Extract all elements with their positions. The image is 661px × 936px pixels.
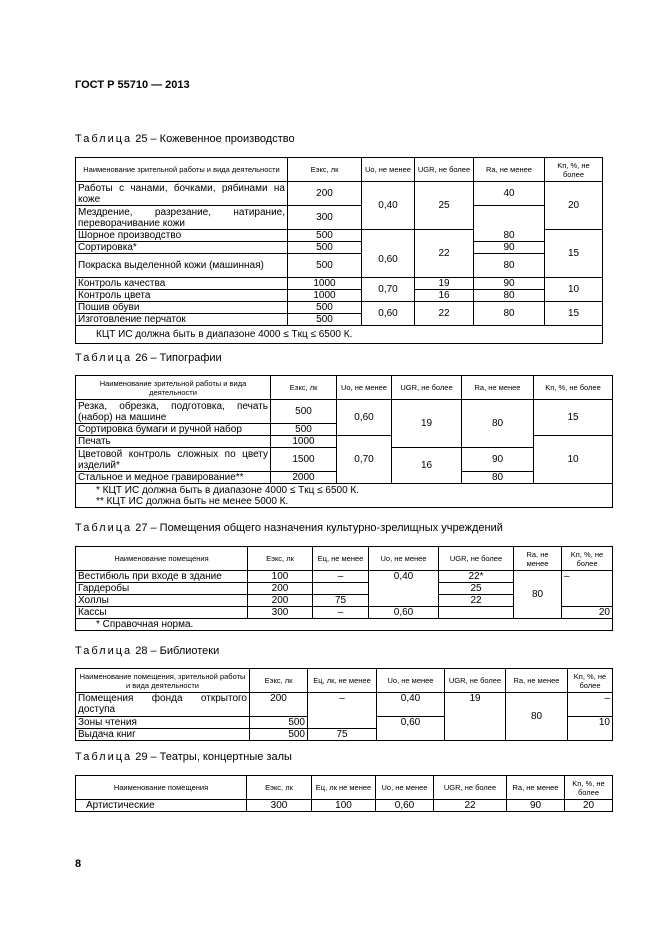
- table-25: [75, 157, 603, 344]
- table-26: [75, 375, 613, 508]
- table-header-row: [76, 669, 613, 693]
- cell-ugr: 22*: [439, 571, 514, 583]
- cell-ec: –: [313, 607, 369, 619]
- table-row: [76, 278, 603, 290]
- cell-e: 500: [271, 424, 337, 436]
- table-26-caption: [75, 352, 222, 364]
- col-header: Uo, не менее: [377, 669, 445, 693]
- caption-word: Таблица: [75, 133, 133, 145]
- cell-e: 500: [288, 254, 362, 278]
- col-header: Uo, не менее: [337, 376, 392, 400]
- cell-name: Артистические: [76, 800, 247, 812]
- table-29: [75, 775, 613, 812]
- table-25-caption: [75, 133, 295, 145]
- table-note-row: [76, 619, 613, 631]
- col-header: Ra, не менее: [462, 376, 534, 400]
- col-header: Kп, %, не более: [565, 776, 613, 800]
- table-row: [76, 290, 603, 302]
- table-notes: [76, 484, 613, 508]
- table-note-row: [76, 484, 613, 508]
- cell-ra: 80: [474, 254, 545, 278]
- cell-name: Печать: [76, 436, 271, 448]
- document-header: ГОСТ Р 55710 — 2013: [75, 79, 190, 91]
- cell-name: Покраска выделенной кожи (машинная): [76, 254, 288, 278]
- cell-kp: 10: [534, 436, 613, 484]
- col-header: Eц, лк, не менее: [308, 669, 377, 693]
- cell-e: 300: [248, 607, 313, 619]
- caption-word: Таблица: [75, 645, 133, 657]
- col-header: Eц, не менее: [313, 547, 369, 571]
- caption-word: Таблица: [75, 352, 133, 364]
- table-note-row: [76, 326, 603, 344]
- cell-uo: 0,40: [362, 182, 415, 230]
- cell-name: Стальное и медное гравирование**: [76, 472, 271, 484]
- cell-uo: 0,60: [377, 717, 445, 741]
- col-header: Ra, не менее: [474, 158, 545, 182]
- cell-ra: 80: [474, 302, 545, 326]
- cell-ec: [313, 583, 369, 595]
- table-header-row: [76, 158, 603, 182]
- col-header: UGR, не более: [392, 376, 462, 400]
- cell-ec: 75: [308, 729, 377, 741]
- cell-name: Сортировка бумаги и ручной набор: [76, 424, 271, 436]
- cell-ugr: 19: [445, 693, 506, 741]
- col-header: Наименование помещения: [76, 547, 248, 571]
- cell-name: Выдача книг: [76, 729, 250, 741]
- cell-uo: 0,60: [376, 800, 434, 812]
- cell-ugr: 22: [415, 302, 474, 326]
- cell-name: Контроль качества: [76, 278, 288, 290]
- table-note: * Справочная норма.: [76, 619, 613, 631]
- page-number: 8: [75, 858, 82, 870]
- cell-ra: 80: [462, 400, 534, 448]
- cell-ra: 80: [474, 206, 545, 242]
- cell-empty: [362, 230, 415, 242]
- cell-name: Помещения фонда открытого доступа: [76, 693, 250, 717]
- cell-kp: 20: [562, 607, 613, 619]
- cell-kp: 15: [545, 302, 603, 326]
- caption-word: Таблица: [75, 522, 133, 534]
- col-header: Eэкс, лк: [248, 547, 313, 571]
- cell-uo: 0,40: [377, 693, 445, 717]
- cell-e: 500: [288, 302, 362, 314]
- col-header: UGR, не более: [415, 158, 474, 182]
- cell-name: Изготовление перчаток: [76, 314, 288, 326]
- col-header: Eэкс, лк: [250, 669, 308, 693]
- table-row: [76, 206, 603, 230]
- col-header: Uo, не менее: [369, 547, 439, 571]
- cell-uo: 0,70: [337, 436, 392, 484]
- caption-text: 28 – Библиотеки: [132, 645, 220, 657]
- cell-kp: 15: [534, 400, 613, 436]
- table-28: [75, 668, 613, 741]
- table-row: [76, 400, 613, 424]
- cell-e: 300: [247, 800, 312, 812]
- cell-e: 500: [271, 400, 337, 424]
- table-27: [75, 546, 613, 631]
- cell-name: Зоны чтения: [76, 717, 250, 729]
- cell-ra: 80: [506, 693, 568, 741]
- table-row: [76, 242, 603, 254]
- cell-e: 200: [248, 583, 313, 595]
- cell-e: 500: [250, 729, 308, 741]
- cell-ec: 75: [313, 595, 369, 607]
- table-row: [76, 571, 613, 583]
- cell-name: Гардеробы: [76, 583, 248, 595]
- cell-uo: 0,70: [362, 278, 415, 302]
- cell-name: Сортировка*: [76, 242, 288, 254]
- col-header: Ra, не менее: [507, 776, 565, 800]
- table-note-2: ** КЦТ ИС должна быть не менее 5000 К.: [96, 495, 289, 507]
- cell-ra: 90: [462, 448, 534, 472]
- cell-e: 500: [288, 230, 362, 242]
- col-header: Kп, %, не более: [562, 547, 613, 571]
- table-row: [76, 182, 603, 206]
- cell-ugr: [439, 607, 514, 619]
- cell-name: Вестибюль при входе в здание: [76, 571, 248, 583]
- cell-name: Мездрение, разрезание, натирание, переворачивание кожи: [76, 206, 288, 230]
- cell-kp: 20: [565, 800, 613, 812]
- cell-ra: 90: [507, 800, 565, 812]
- cell-ra: 90: [474, 278, 545, 290]
- cell-ec: –: [308, 693, 377, 729]
- caption-text: 27 – Помещения общего назначения культурно-зрелищных учреждений: [132, 522, 503, 534]
- cell-uo: 0,60: [362, 242, 415, 278]
- cell-e: 500: [288, 242, 362, 254]
- col-header: Kп, %, не более: [545, 158, 603, 182]
- col-header: Uo, не менее: [362, 158, 415, 182]
- cell-ugr: 22: [415, 230, 474, 278]
- cell-ra: 40: [474, 182, 545, 206]
- col-header: UGR, не более: [445, 669, 506, 693]
- table-note: КЦТ ИС должна быть в диапазоне 4000 ≤ Tкц ≤ 6500 К.: [76, 326, 603, 344]
- cell-ra: 90: [474, 242, 545, 254]
- cell-kp: 20: [545, 182, 603, 230]
- cell-e: 200: [288, 182, 362, 206]
- table-28-caption: [75, 645, 219, 657]
- cell-name: Пошив обуви: [76, 302, 288, 314]
- table-row: [76, 800, 613, 812]
- col-header: Наименование помещения, зрительной работы и вида деятельности: [76, 669, 250, 693]
- col-header: Eц, лк не менее: [312, 776, 376, 800]
- cell-ugr: 22: [434, 800, 507, 812]
- cell-e: 200: [250, 693, 308, 717]
- table-note-1: * КЦТ ИС должна быть в диапазоне 4000 ≤ Tкц ≤ 6500 К.: [96, 484, 360, 496]
- table-row: [76, 254, 603, 278]
- cell-kp: 10: [568, 717, 613, 741]
- cell-name: Работы с чанами, бочками, рябинами на коже: [76, 182, 288, 206]
- cell-ugr: 25: [415, 182, 474, 230]
- cell-ra: 80: [474, 290, 545, 302]
- cell-e: 100: [248, 571, 313, 583]
- col-header: Наименование зрительной работы и вида деятельности: [76, 376, 271, 400]
- cell-e: 500: [288, 314, 362, 326]
- col-header: Eэкс, лк: [271, 376, 337, 400]
- caption-text: 29 – Театры, концертные залы: [132, 751, 292, 763]
- caption-text: 26 – Типографии: [132, 352, 222, 364]
- cell-e: 200: [248, 595, 313, 607]
- cell-kp: 10: [545, 278, 603, 302]
- cell-name: Цветовой контроль сложных по цвету изделий*: [76, 448, 271, 472]
- cell-name: Кассы: [76, 607, 248, 619]
- table-header-row: [76, 547, 613, 571]
- cell-e: 500: [250, 717, 308, 729]
- table-27-caption: [75, 522, 503, 534]
- col-header: Ra, не менее: [514, 547, 562, 571]
- cell-e: 300: [288, 206, 362, 230]
- cell-ugr: 16: [392, 448, 462, 484]
- cell-name: Шорное производство: [76, 230, 288, 242]
- caption-text: 25 – Кожевенное производство: [132, 133, 295, 145]
- cell-ec: 100: [312, 800, 376, 812]
- cell-ugr: 19: [415, 278, 474, 290]
- col-header: Наименование зрительной работы и вида деятельности: [76, 158, 288, 182]
- table-row: [76, 302, 603, 314]
- col-header: Kп, %, не более: [534, 376, 613, 400]
- col-header: Ra, не менее: [506, 669, 568, 693]
- cell-kp: –: [568, 693, 613, 717]
- cell-e: 2000: [271, 472, 337, 484]
- cell-ugr: 22: [439, 595, 514, 607]
- cell-ugr: 25: [439, 583, 514, 595]
- col-header: Наименование помещения: [76, 776, 247, 800]
- table-29-caption: [75, 751, 292, 763]
- cell-uo: 0,60: [369, 607, 439, 619]
- col-header: Eэкс, лк: [247, 776, 312, 800]
- col-header: Kп, %, не более: [568, 669, 613, 693]
- cell-ra: 80: [462, 472, 534, 484]
- col-header: Eэкс, лк: [288, 158, 362, 182]
- cell-name: Холлы: [76, 595, 248, 607]
- cell-e: 1000: [288, 278, 362, 290]
- cell-name: Контроль цвета: [76, 290, 288, 302]
- cell-e: 1500: [271, 448, 337, 472]
- cell-e: 1000: [271, 436, 337, 448]
- cell-uo: 0,60: [337, 400, 392, 436]
- cell-name: Резка, обрезка, подготовка, печать (набор) на машине: [76, 400, 271, 424]
- cell-ugr: 19: [392, 400, 462, 448]
- cell-e: 1000: [288, 290, 362, 302]
- caption-word: Таблица: [75, 751, 133, 763]
- table-header-row: [76, 376, 613, 400]
- cell-uo: 0,40: [369, 571, 439, 607]
- cell-uo: 0,60: [362, 302, 415, 326]
- cell-kp: –: [562, 571, 613, 607]
- col-header: UGR, не более: [434, 776, 507, 800]
- cell-ec: –: [313, 571, 369, 583]
- col-header: Uo, не менее: [376, 776, 434, 800]
- cell-kp: 15: [545, 230, 603, 278]
- table-header-row: [76, 776, 613, 800]
- cell-ra: 80: [514, 571, 562, 619]
- table-row: [76, 693, 613, 717]
- col-header: UGR, не более: [439, 547, 514, 571]
- cell-ugr: 16: [415, 290, 474, 302]
